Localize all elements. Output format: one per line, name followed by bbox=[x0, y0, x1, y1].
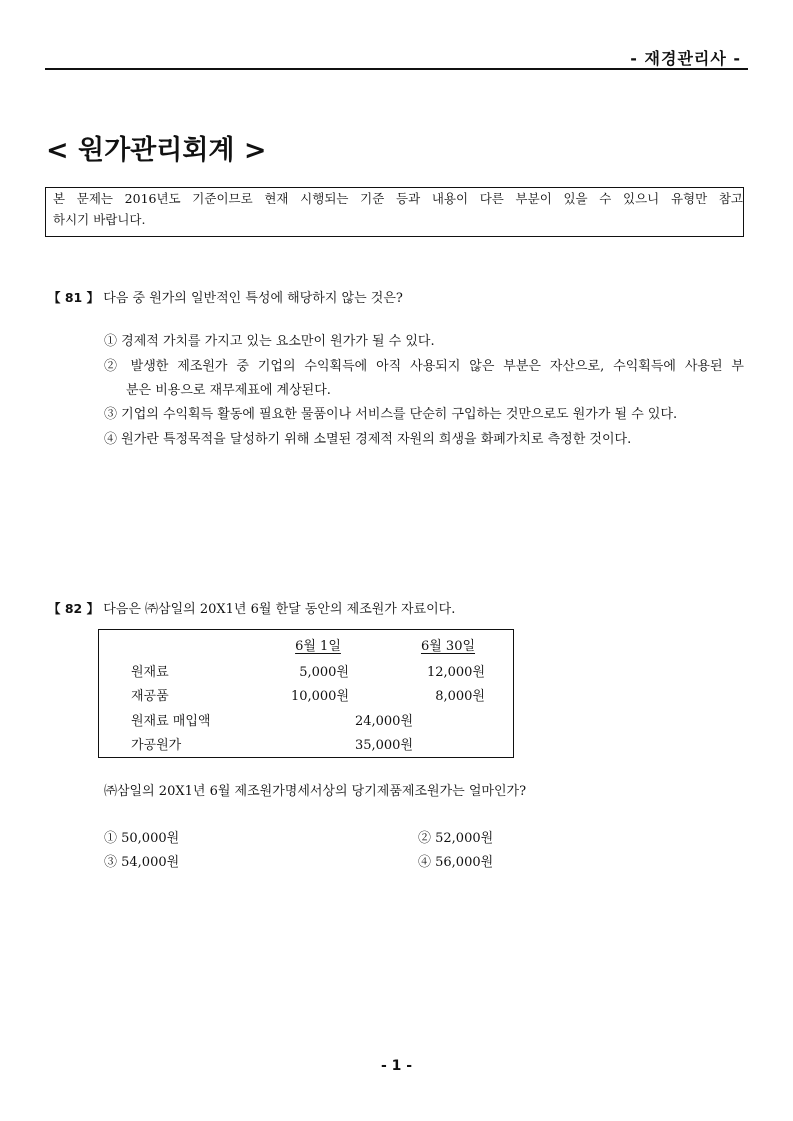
question-81-number: 【 81 】 bbox=[48, 290, 100, 305]
table-cell-value: 12,000원 bbox=[426, 665, 485, 680]
table-cell-value: 35,000원 bbox=[354, 738, 413, 753]
question-82-text: 다음은 ㈜삼일의 20X1년 6월 한달 동안의 제조원가 자료이다. bbox=[103, 602, 456, 617]
notice-line-2: 하시기 바랍니다. bbox=[53, 212, 146, 227]
question-82-subquestion: ㈜삼일의 20X1년 6월 제조원가명세서상의 당기제품제조원가는 얼마인가? bbox=[104, 784, 527, 799]
question-81-stem bbox=[48, 287, 403, 306]
question-81-text: 다음 중 원가의 일반적인 특성에 해당하지 않는 것은? bbox=[103, 291, 403, 306]
exam-header-title: - 재경관리사 - bbox=[630, 49, 741, 68]
question-81-option-2-continued bbox=[104, 381, 744, 401]
question-82-number: 【 82 】 bbox=[48, 601, 100, 616]
question-82-choice-3: ③ 54,000원 bbox=[104, 855, 180, 870]
question-81-option-4: ④ 원가란 특정목적을 달성하기 위해 소멸된 경제적 자원의 희생을 화폐가치로 측정한 것이다. bbox=[104, 432, 632, 447]
table-row-label: 원재료 bbox=[131, 665, 169, 680]
table-cell-value: 24,000원 bbox=[354, 714, 413, 729]
table-cell-value: 5,000원 bbox=[299, 665, 349, 680]
question-81-option-3: ③ 기업의 수익획득 활동에 필요한 물품이나 서비스를 단순히 구입하는 것만으로도 원가가 될 수 있다. bbox=[104, 407, 678, 422]
question-82-choice-2: ② 52,000원 bbox=[418, 831, 494, 846]
cost-data-table bbox=[98, 629, 514, 758]
table-header-june-1: 6월 1일 bbox=[295, 639, 341, 654]
option-2-line-1: ② 발생한 제조원가 중 기업의 수익획득에 아직 사용되지 않은 부분은 자산으로, 수익획득에 사용된 부 bbox=[104, 359, 744, 374]
table-header-june-30: 6월 30일 bbox=[420, 639, 476, 654]
question-81-option-2 bbox=[104, 357, 744, 377]
table-cell-value: 8,000원 bbox=[435, 689, 485, 704]
option-2-line-2: 분은 비용으로 재무제표에 계상된다. bbox=[126, 383, 331, 398]
notice-box bbox=[45, 187, 744, 237]
section-title: < 원가관리회계 > bbox=[46, 135, 267, 166]
notice-line-1: 본 문제는 2016년도 기준이므로 현재 시행되는 기준 등과 내용이 다른 부분이 있을 수 있으니 유형만 참고 bbox=[53, 191, 743, 206]
question-82-choice-1: ① 50,000원 bbox=[104, 831, 180, 846]
question-82-choice-4: ④ 56,000원 bbox=[418, 855, 494, 870]
page-number: - 1 - bbox=[380, 1058, 413, 1074]
table-row-label: 가공원가 bbox=[131, 738, 182, 753]
table-row-label: 원재료 매입액 bbox=[131, 714, 211, 729]
table-row-label: 재공품 bbox=[131, 689, 169, 704]
header-divider bbox=[45, 68, 748, 70]
table-cell-value: 10,000원 bbox=[290, 689, 349, 704]
question-81-option-1: ① 경제적 가치를 가지고 있는 요소만이 원가가 될 수 있다. bbox=[104, 334, 435, 349]
question-82-stem bbox=[48, 598, 455, 617]
